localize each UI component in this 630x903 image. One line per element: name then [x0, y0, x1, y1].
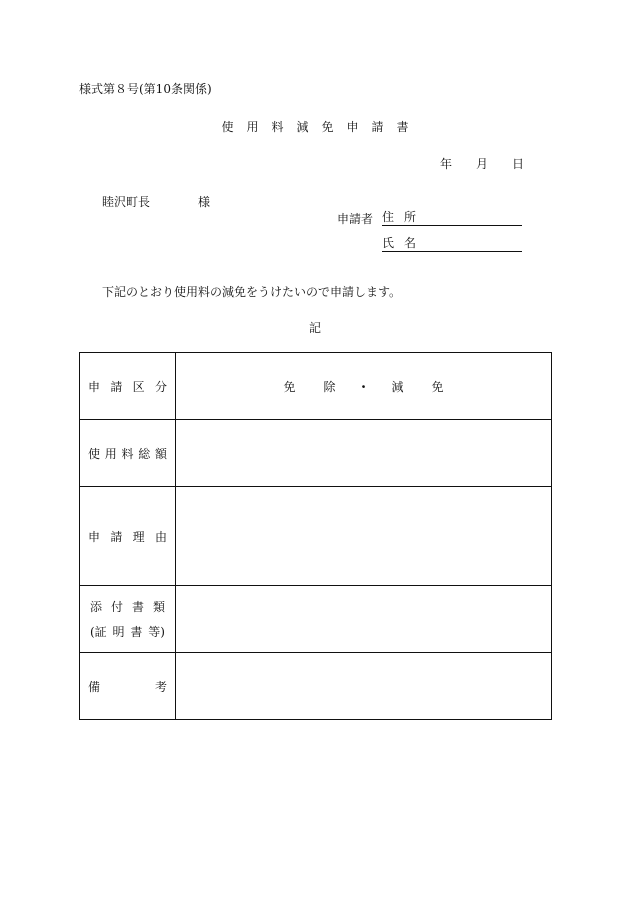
category-label — [88, 378, 167, 395]
category-label-char: 分 — [154, 379, 167, 394]
name-field[interactable] — [382, 236, 522, 252]
table-row-remarks — [80, 653, 552, 720]
total-fee-label-char: 使 — [88, 446, 101, 461]
option-reduction-char[interactable]: 免 — [431, 379, 444, 394]
remarks-label — [88, 678, 167, 695]
addressee-honorific: 様 — [198, 195, 211, 209]
attachments-label-char: 付 — [110, 600, 123, 614]
table-row-attachments — [80, 586, 552, 653]
reason-label-char: 理 — [132, 529, 145, 544]
address-input-line[interactable] — [426, 210, 522, 226]
applicant-label: 申請者 — [337, 212, 374, 226]
document-title: 使用料減免申請書 — [221, 120, 422, 134]
name-input-line[interactable] — [426, 236, 522, 252]
remarks-label-char: 考 — [154, 679, 167, 694]
option-separator: ・ — [357, 379, 370, 394]
category-label-char: 請 — [110, 379, 123, 394]
date-year: 年 — [440, 157, 453, 171]
attachments-label-cell — [80, 586, 176, 653]
remarks-label-char: 備 — [88, 679, 101, 694]
table-row-reason — [80, 487, 552, 586]
remarks-value-cell[interactable] — [176, 653, 552, 720]
reason-label-cell — [80, 487, 176, 586]
date-line — [440, 155, 524, 172]
date-day: 日 — [512, 157, 525, 171]
request-statement: 下記のとおり使用料の減免をうけたいので申請します。 — [102, 285, 402, 299]
remarks-label-cell — [80, 653, 176, 720]
table-row-category — [80, 353, 552, 420]
attachments-label-char: 添 — [90, 600, 103, 614]
total-fee-value-cell[interactable] — [176, 420, 552, 487]
total-fee-label-cell — [80, 420, 176, 487]
attachments-label-char: 書 — [131, 600, 144, 614]
option-exemption-char[interactable]: 除 — [323, 379, 336, 394]
attachments-sub-label-char: 書 — [130, 625, 143, 639]
table-row-total-fee — [80, 420, 552, 487]
total-fee-label-char: 用 — [104, 446, 117, 461]
category-value-cell[interactable] — [176, 353, 552, 420]
category-label-char: 申 — [88, 379, 101, 394]
addressee-name: 睦沢町長 — [102, 195, 151, 209]
application-table — [79, 352, 552, 720]
category-choice[interactable] — [176, 378, 551, 395]
reason-label-char: 申 — [88, 529, 101, 544]
total-fee-label — [88, 445, 167, 462]
option-reduction-char[interactable]: 減 — [391, 379, 404, 394]
form-number: 様式第８号(第10条関係) — [79, 82, 212, 96]
attachments-sub-label-char: (証 — [90, 625, 107, 639]
attachments-label — [88, 598, 167, 640]
attachments-sub-label-line — [88, 623, 167, 640]
attachments-sub-label-char: 等) — [148, 625, 165, 639]
reason-value-cell[interactable] — [176, 487, 552, 586]
category-label-char: 区 — [132, 379, 145, 394]
attachments-sub-label-char: 明 — [112, 625, 125, 639]
attachments-value-cell[interactable] — [176, 586, 552, 653]
address-field[interactable] — [382, 210, 522, 226]
reason-label-char: 請 — [110, 529, 123, 544]
attachments-label-char: 類 — [152, 600, 165, 614]
total-fee-label-char: 料 — [121, 446, 134, 461]
category-label-cell — [80, 353, 176, 420]
address-label: 住所 — [382, 210, 427, 224]
attachments-label-line — [88, 598, 167, 615]
option-exemption-char[interactable]: 免 — [283, 379, 296, 394]
name-label: 氏名 — [382, 236, 427, 250]
date-month: 月 — [476, 157, 489, 171]
reason-label-char: 由 — [154, 529, 167, 544]
total-fee-label-char: 総 — [138, 446, 151, 461]
reason-label — [88, 528, 167, 545]
total-fee-label-char: 額 — [154, 446, 167, 461]
ki-heading: 記 — [308, 321, 321, 335]
